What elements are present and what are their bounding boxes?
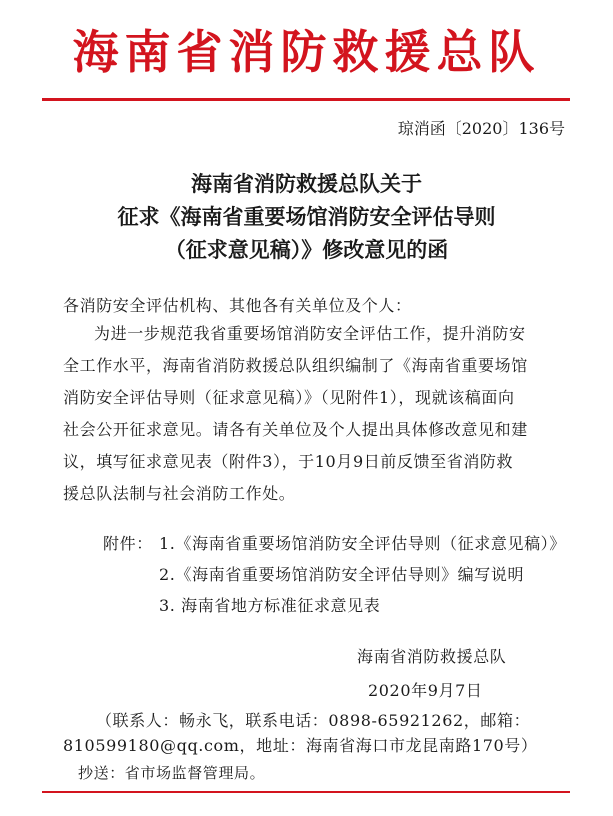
attachment-item: 2.《海南省重要场馆消防安全评估导则》编写说明 <box>159 565 525 584</box>
salutation: 各消防安全评估机构、其他各有关单位及个人： <box>63 296 412 315</box>
footer-red-line <box>42 791 570 793</box>
document-number: 琼消函〔2020〕136号 <box>397 119 565 138</box>
attachment-item: 1.《海南省重要场馆消防安全评估导则（征求意见稿）》 <box>159 534 566 553</box>
title-line-1: 海南省消防救援总队关于 <box>191 171 422 196</box>
contact-line: （联系人：畅永飞，联系电话：0898-65921262，邮箱： <box>96 711 531 730</box>
masthead: 海南省消防救援总队 <box>72 25 541 79</box>
attachment-item: 3. 海南省地方标准征求意见表 <box>159 596 381 615</box>
attachments-label: 附件： <box>103 534 153 553</box>
body-line: 社会公开征求意见。请各有关单位及个人提出具体修改意见和建 <box>63 420 528 439</box>
title-line-2: 征求《海南省重要场馆消防安全评估导则 <box>117 204 496 229</box>
body-line: 援总队法制与社会消防工作处。 <box>63 484 296 503</box>
body-line: 消防安全评估导则（征求意见稿）》（见附件1），现就该稿面向 <box>63 388 515 407</box>
body-line: 全工作水平，海南省消防救援总队组织编制了《海南省重要场馆 <box>63 356 528 375</box>
signature-org: 海南省消防救援总队 <box>357 647 507 666</box>
signature-date: 2020年9月7日 <box>368 681 483 700</box>
body-line: 议，填写征求意见表（附件3），于10月9日前反馈至省消防救 <box>63 452 514 471</box>
cc-line: 抄送：省市场监督管理局。 <box>78 764 266 782</box>
header-red-line <box>42 98 570 101</box>
body-line: 为进一步规范我省重要场馆消防安全评估工作，提升消防安 <box>94 324 526 343</box>
contact-line: 810599180@qq.com，地址：海南省海口市龙昆南路170号） <box>63 736 538 755</box>
title-line-3: （征求意见稿）》修改意见的函 <box>164 237 449 262</box>
